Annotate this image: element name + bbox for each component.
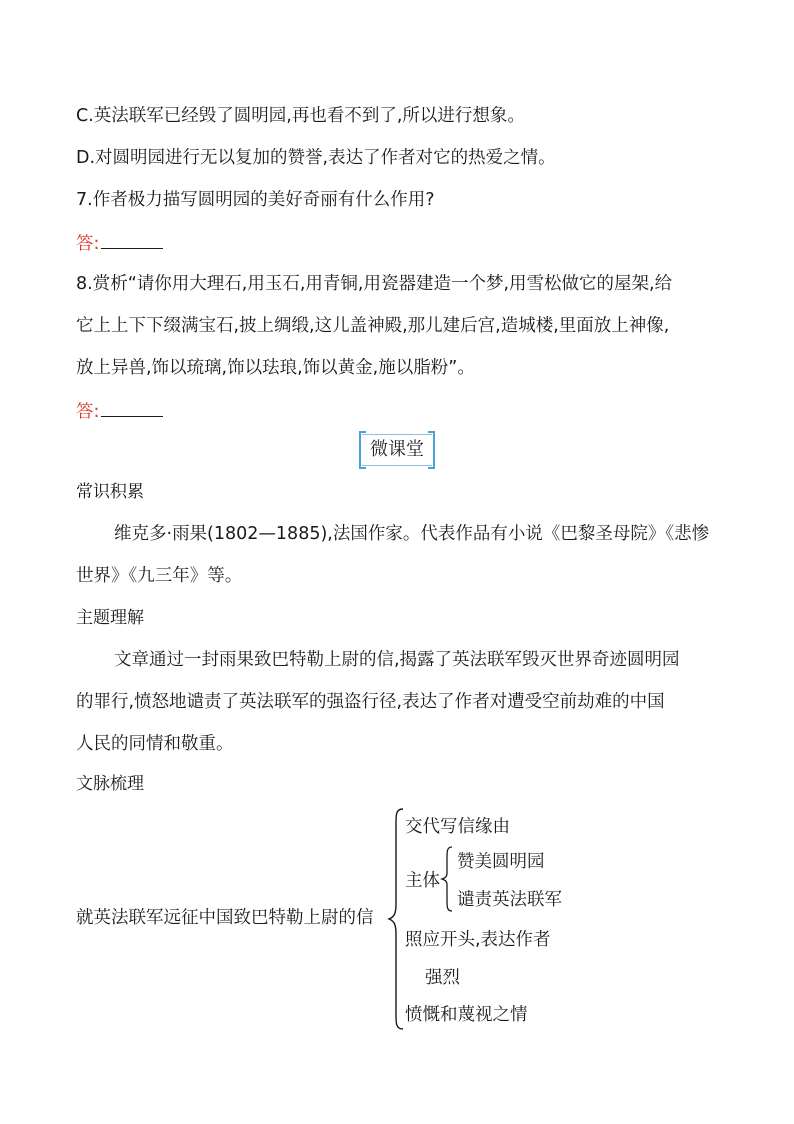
main-brace xyxy=(388,808,404,1030)
knowledge-heading: 常识积累 xyxy=(76,482,144,502)
micro-class-title: 微课堂 xyxy=(362,434,432,466)
structure-root: 就英法联军远征中国致巴特勒上尉的信 xyxy=(76,908,374,928)
theme-line-2: 的罪行,愤怒地谴责了英法联军的强盗行径,表达了作者对遭受空前劫难的中国 xyxy=(76,692,665,712)
branch-body: 主体 xyxy=(405,871,440,891)
question-8-line-1: 8.赏析“请你用大理石,用玉石,用青铜,用瓷器建造一个梦,用雪松做它的屋架,给 xyxy=(76,274,673,294)
answer-label: 答: xyxy=(76,402,100,422)
branch-body-condemn: 谴责英法联军 xyxy=(457,890,562,910)
theme-line-1: 文章通过一封雨果致巴特勒上尉的信,揭露了英法联军毁灭世界奇迹圆明园 xyxy=(114,650,680,670)
answer-blank xyxy=(101,398,163,417)
answer-label: 答: xyxy=(76,234,100,254)
question-7: 7.作者极力描写圆明园的美好奇丽有什么作用? xyxy=(76,190,435,210)
knowledge-line-1: 维克多·雨果(1802—1885),法国作家。代表作品有小说《巴黎圣母院》《悲惨 xyxy=(114,524,710,544)
branch-echo-line-1: 照应开头,表达作者 xyxy=(405,930,551,950)
branch-body-praise: 赞美圆明园 xyxy=(457,852,545,872)
option-d: D.对圆明园进行无以复加的赞誉,表达了作者对它的热爱之情。 xyxy=(76,148,556,168)
question-8-line-3: 放上异兽,饰以琉璃,饰以珐琅,饰以黄金,施以脂粉”。 xyxy=(76,358,475,378)
micro-class-banner xyxy=(0,434,794,466)
structure-heading: 文脉梳理 xyxy=(76,774,144,794)
knowledge-line-2: 世界》《九三年》等。 xyxy=(76,566,243,586)
answer-blank xyxy=(101,230,163,249)
branch-reason: 交代写信缘由 xyxy=(405,817,510,837)
branch-echo-line-3: 愤慨和蔑视之情 xyxy=(405,1005,528,1025)
answer-7 xyxy=(76,230,163,256)
theme-heading: 主题理解 xyxy=(76,608,144,628)
answer-8 xyxy=(76,398,163,424)
option-c: C.英法联军已经毁了圆明园,再也看不到了,所以进行想象。 xyxy=(76,106,525,126)
question-8-line-2: 它上上下下缀满宝石,披上绸缎,这儿盖神殿,那儿建后宫,造城楼,里面放上神像, xyxy=(76,316,670,336)
branch-echo-line-2: 强烈 xyxy=(425,968,460,988)
body-brace xyxy=(441,846,453,912)
theme-line-3: 人民的同情和敬重。 xyxy=(76,734,234,754)
